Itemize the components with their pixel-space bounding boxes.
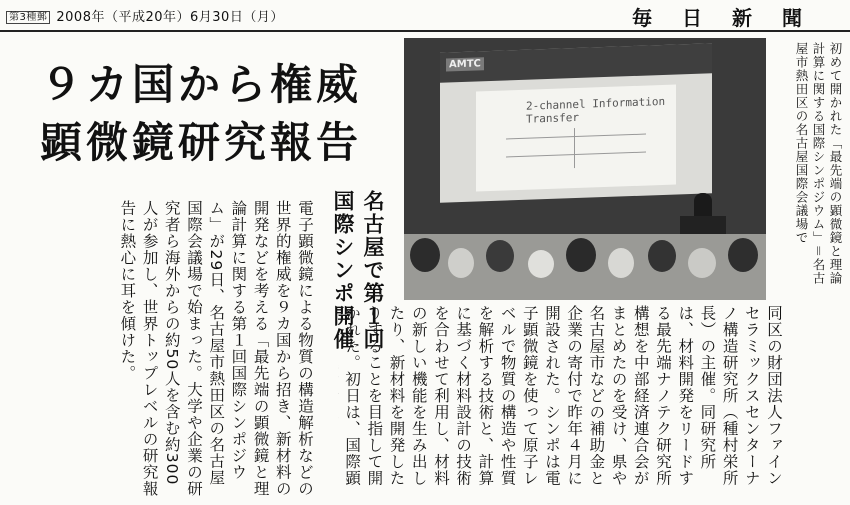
slide-diagram-line: [506, 152, 646, 158]
audience-head: [410, 238, 440, 272]
headline-line-2: 顕微鏡研究報告: [40, 118, 363, 167]
symposium-logo: AMTC: [446, 57, 484, 71]
audience-head: [648, 240, 676, 272]
audience-head: [528, 250, 554, 278]
issue-date-line: [6, 6, 284, 25]
projection-screen: [440, 43, 712, 202]
subhead-line-2: 国際シンポ開催: [331, 190, 355, 351]
audience-head: [486, 240, 514, 272]
slide-content: [476, 85, 676, 192]
slide-diagram-line: [506, 134, 646, 140]
subhead-line-1: 名古屋で第１回: [361, 190, 385, 351]
audience-head: [608, 248, 634, 278]
article-body-right: 同区の財団法人ファインセラミックスセンターナノ構造研究所（種村栄所長）の主催。同研究所は、材料開発をリードする最先端ナノテク研究所構想を中部経済連合会がまとめたのを受け、県や名古屋市などの補助金と企業の寄付で昨年４月に開設された。シンポは電子顕微鏡を使って原子レベルで物質の構造や性質を解析する技術と、計算に基づく材料設計の技術を合わせて利用し、材料の新しい機能を生み出したり、新材料を開発したりすることを目指して開かれた。初日は、国際顕: [343, 305, 783, 487]
photo-caption: 初めて開かれた「最先端の顕微鏡と理論計算に関する国際シンポジウム」＝名古屋市熱田区の名古屋国際会議場で: [794, 42, 843, 286]
issue-date: 2008年（平成20年）6月30日（月）: [56, 10, 284, 25]
newspaper-name: 毎日新聞: [632, 6, 832, 30]
slide-diagram-line: [574, 128, 575, 168]
slide-banner: [440, 43, 712, 82]
audience-head: [448, 248, 474, 278]
audience: [404, 234, 766, 300]
postal-class-label: 第3種郵: [6, 11, 50, 24]
audience-head: [728, 238, 758, 272]
slide-title: 2-channel Information Transfer: [526, 94, 666, 126]
article-body-left: 電子顕微鏡による物質の構造解析などの世界的権威を９カ国から招き、新材料の開発などを考える「最先端の顕微鏡と理論計算に関する第１回国際シンポジウム」が29日、名古屋市熱田区の名古屋国際会議場で始まった。大学や企業の研究者ら海外からの約50人を含む約300人が参加し、世界トップレベルの研究報告に熱心に耳を傾けた。: [118, 200, 314, 497]
headline-line-1: ９カ国から権威: [40, 60, 363, 109]
audience-head: [688, 248, 716, 278]
audience-head: [566, 238, 596, 272]
conference-photo: [404, 38, 766, 300]
header-rule: [0, 30, 850, 32]
